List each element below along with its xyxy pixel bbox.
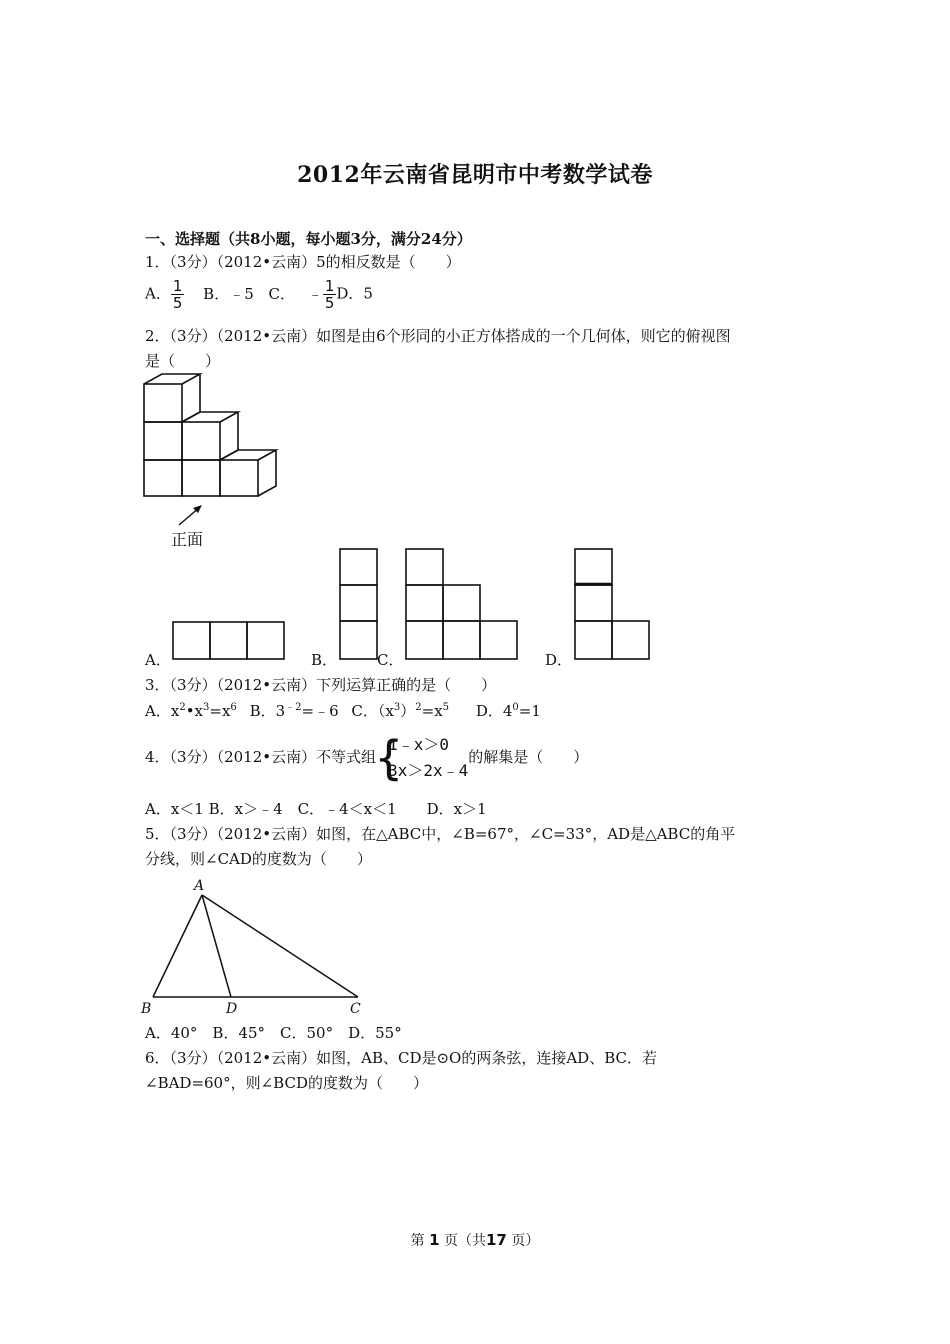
q3-b-term: =﹣6 — [301, 702, 339, 720]
inequality-1: 1﹣x＞0 — [388, 735, 450, 754]
q1-option-d: D．5 — [336, 284, 373, 303]
q3-option-a-label: A． — [145, 702, 171, 720]
q2-option-b-label: B． — [311, 651, 338, 669]
section-heading: 一、选择题（共8小题，每小题3分，满分24分） — [145, 230, 472, 248]
total-pages: 17 — [486, 1231, 507, 1249]
exponent: 2 — [179, 702, 186, 713]
vertex-label-b: B — [141, 1001, 152, 1017]
question-2-stem-line2: 是（ ） — [145, 352, 221, 370]
q2-option-c-figure — [405, 547, 521, 662]
q1-option-a-fraction — [171, 278, 185, 311]
fraction-numerator: 1 — [324, 277, 335, 295]
exponent: 5 — [442, 702, 450, 713]
exponent: 0 — [512, 702, 519, 713]
q2-option-c-label: C． — [377, 651, 404, 669]
footer-suffix: 页） — [511, 1233, 540, 1249]
q1-option-c-sign: ﹣ — [307, 284, 323, 303]
front-direction-arrow-icon — [176, 503, 206, 529]
question-5-options: A．40° B．45° C．50° D．55° — [145, 1024, 402, 1042]
question-5-stem-line1: 5．（3分）（2012•云南）如图，在△ABC中，∠B=67°，∠C=33°，AD是△ABC的角平 — [145, 825, 736, 843]
exponent: ﹣2 — [285, 702, 302, 713]
q3-c-term: =x — [421, 702, 443, 720]
cube-stack-figure — [140, 372, 290, 502]
q1-option-a-label: A． — [145, 284, 171, 303]
fraction-denominator: 5 — [172, 294, 183, 312]
q3-a-term: •x — [185, 702, 203, 720]
question-6-stem-line2: ∠BAD=60°，则∠BCD的度数为（ ） — [145, 1074, 428, 1092]
q2-option-d-label: D． — [545, 651, 573, 669]
q3-option-c-label: C．（x — [351, 702, 394, 720]
triangle-figure — [140, 875, 370, 1020]
exponent: 3 — [393, 702, 401, 713]
exponent: 3 — [203, 702, 210, 713]
q3-option-d-label: D．4 — [475, 702, 513, 720]
vertex-label-d: D — [226, 1001, 238, 1017]
exponent: 6 — [230, 702, 237, 713]
fraction-denominator: 5 — [324, 294, 335, 312]
vertex-label-a: A — [194, 878, 205, 894]
inequality-2: 3x＞2x﹣4 — [388, 761, 469, 780]
question-4-stem — [145, 732, 588, 784]
q1-option-c-fraction — [323, 278, 337, 311]
fraction-numerator: 1 — [172, 277, 183, 295]
q2-option-a-label: A． — [145, 651, 171, 669]
question-4-options: A．x＜1 B．x＞﹣4 C．﹣4＜x＜1 D．x＞1 — [145, 800, 487, 818]
question-5-stem-line2: 分线，则∠CAD的度数为（ ） — [145, 850, 372, 868]
q3-d-term: =1 — [518, 702, 541, 720]
q2-option-b-figure — [339, 547, 379, 662]
page-number: 1 — [429, 1231, 440, 1249]
q3-a-term: =x — [209, 702, 231, 720]
q1-option-b: B．﹣5 — [203, 284, 254, 303]
exponent: 2 — [415, 702, 422, 713]
footer-middle: 页（共 — [444, 1233, 486, 1249]
footer-prefix: 第 — [410, 1233, 425, 1249]
q3-a-term: x — [170, 702, 180, 720]
inequality-system — [376, 732, 468, 784]
q4-stem-post: 的解集是（ ） — [468, 748, 589, 766]
question-1-options — [145, 278, 373, 311]
front-label: 正面 — [171, 530, 204, 549]
q2-option-a-figure — [172, 620, 288, 662]
page-title: 2012年云南省昆明市中考数学试卷 — [297, 162, 653, 188]
question-3-stem: 3．（3分）（2012•云南）下列运算正确的是（ ） — [145, 676, 497, 694]
vertex-label-c: C — [350, 1001, 361, 1017]
q3-option-b-label: B．3 — [249, 702, 286, 720]
q1-option-c-label: C． — [268, 284, 296, 303]
q2-option-d-figure — [574, 547, 654, 662]
brace-icon: { — [374, 731, 404, 785]
question-6-stem-line1: 6．（3分）（2012•云南）如图，AB、CD是⊙O的两条弦，连接AD、BC．若 — [145, 1049, 657, 1067]
q3-c-term: ） — [400, 702, 416, 720]
question-2-stem-line1: 2．（3分）（2012•云南）如图是由6个形同的小正方体搭成的一个几何体，则它的俯视图 — [145, 327, 731, 345]
question-1-stem: 1．（3分）（2012•云南）5的相反数是（ ） — [145, 253, 461, 271]
q4-stem-pre: 4．（3分）（2012•云南）不等式组 — [145, 748, 377, 766]
page-footer — [0, 1230, 950, 1250]
question-3-options — [145, 701, 541, 721]
